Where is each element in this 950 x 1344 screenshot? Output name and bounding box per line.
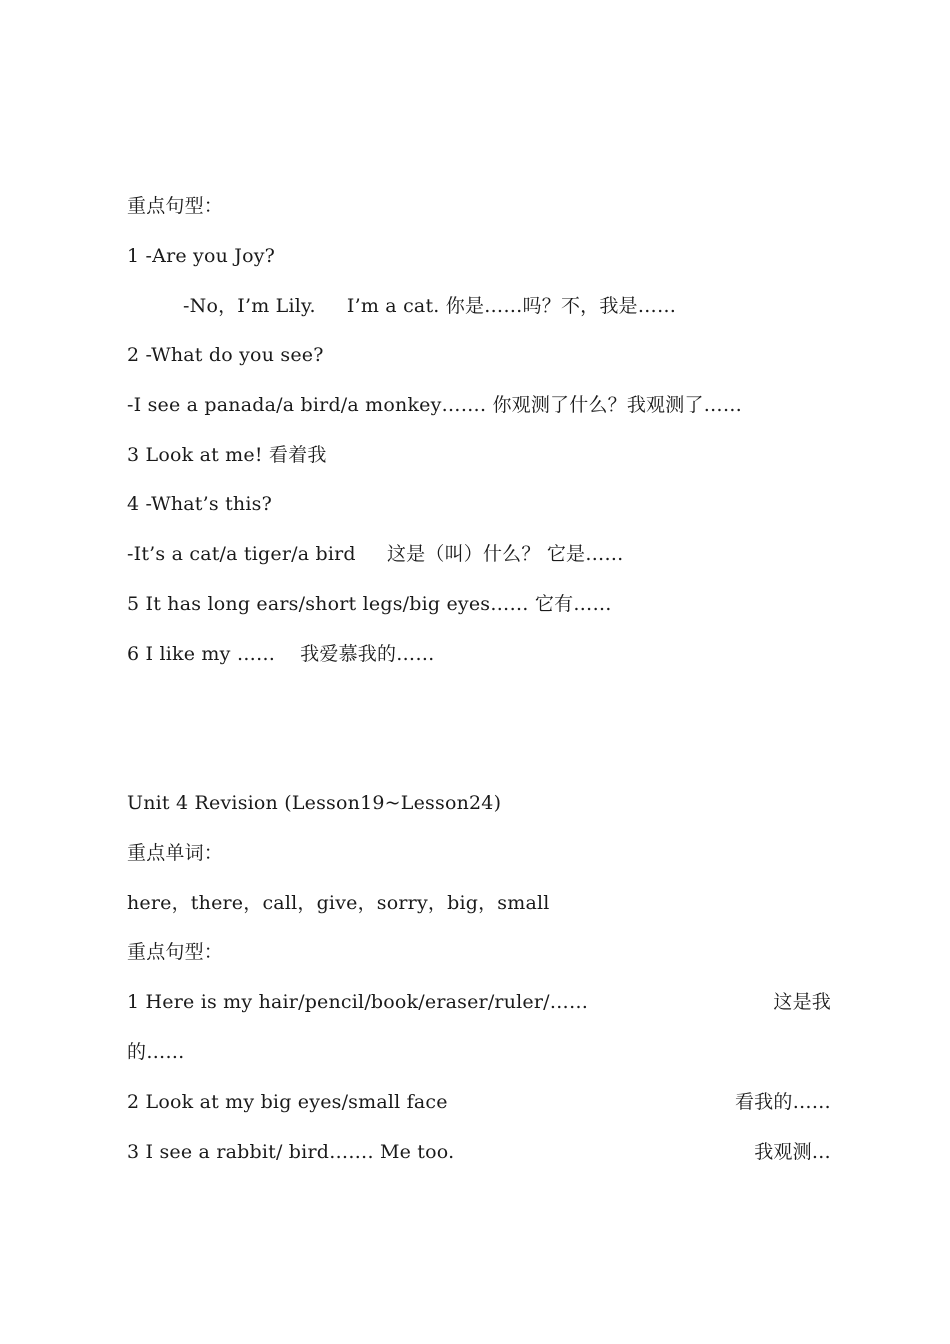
unit4-sentence-3: [127, 1139, 831, 1165]
section-heading-sentences-2: 重点句型：: [127, 941, 224, 963]
sentence-line-6: 6 I like my …… 我爱慕我的……: [127, 643, 435, 665]
unit4-sentence-1-english: 1 Here is my hair/pencil/book/eraser/ruler/……: [127, 991, 589, 1013]
unit4-sentence-2-english: 2 Look at my big eyes/small face: [127, 1091, 448, 1113]
sentence-line-5: 5 It has long ears/short legs/big eyes…… 它有……: [127, 593, 612, 615]
sentence-line-3: 3 Look at me! 看着我: [127, 444, 327, 466]
unit4-sentence-2-chinese: 看我的……: [734, 1091, 831, 1113]
sentence-line-4-answer: -It’s a cat/a tiger/a bird 这是（叫）什么？ 它是……: [127, 543, 624, 565]
sentence-line-1: 1 -Are you Joy?: [127, 245, 276, 267]
section-heading-words: 重点单词：: [127, 842, 224, 864]
sentence-line-1-answer: -No，I’m Lily. I’m a cat. 你是……吗？不，我是……: [183, 295, 677, 317]
unit4-sentence-1-chinese: 这是我: [773, 991, 831, 1013]
unit4-sentence-3-chinese: 我观测…: [754, 1141, 831, 1163]
sentence-line-2: 2 -What do you see?: [127, 344, 324, 366]
word-list: here，there，call，give，sorry，big，small: [127, 892, 550, 914]
sentence-line-2-answer: -I see a panada/a bird/a monkey……. 你观测了什么？我观测了……: [127, 394, 743, 416]
unit4-sentence-1: [127, 989, 831, 1015]
unit4-sentence-2: [127, 1089, 831, 1115]
unit4-sentence-1-continuation: 的……: [127, 1041, 185, 1063]
unit-title: Unit 4 Revision (Lesson19~Lesson24): [127, 792, 502, 814]
section-heading-sentences: 重点句型：: [127, 195, 224, 217]
unit4-sentence-3-english: 3 I see a rabbit/ bird……. Me too.: [127, 1141, 455, 1163]
sentence-line-4: 4 -What’s this?: [127, 493, 272, 515]
